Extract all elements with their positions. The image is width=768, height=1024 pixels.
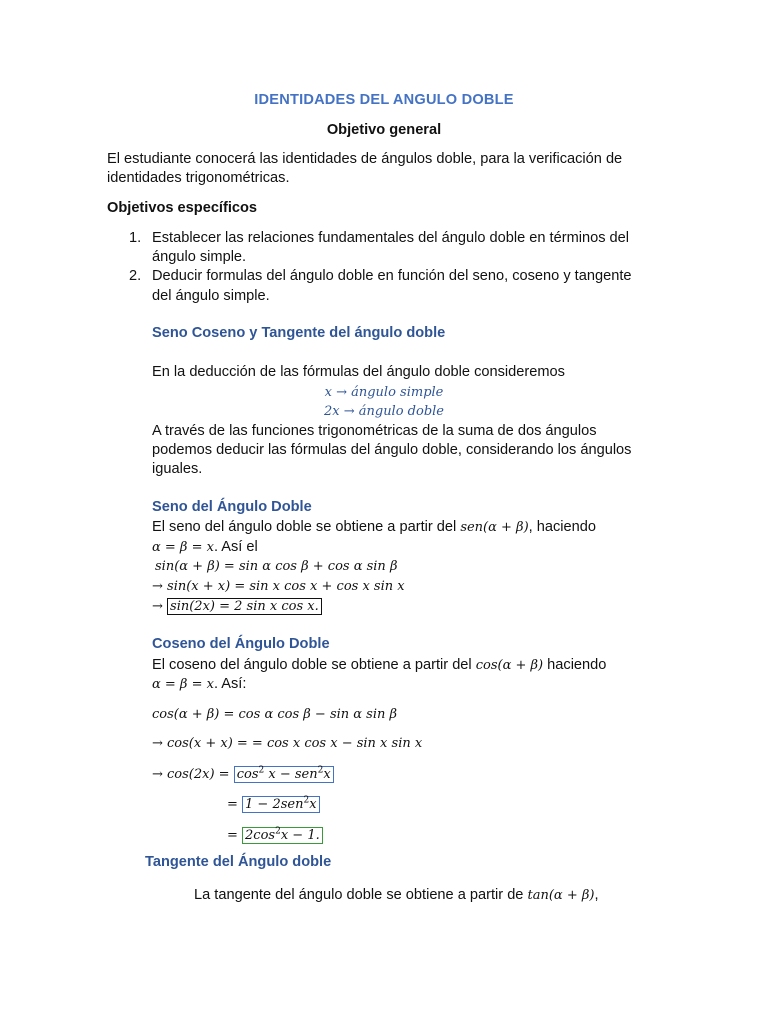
- seno-intro-line1: El seno del ángulo doble se obtiene a partir del sen(α + β), haciendo: [152, 519, 597, 535]
- list-item-text: ángulo simple.: [152, 249, 247, 265]
- paragraph-line: podemos deducir las fórmulas del ángulo doble, considerando los ángulos: [152, 442, 632, 458]
- section-heading-seno-coseno-tangente: Seno Coseno y Tangente del ángulo doble: [152, 325, 446, 341]
- coseno-equation-3: → $\cos(2x) = \cos^2 x - sen^2x$: [152, 765, 334, 784]
- page-title: IDENTIDADES DEL ANGULO DOBLE: [254, 92, 514, 108]
- seno-equation-2: → sin(x + x) = sin x cos x + cos x sin x: [152, 579, 405, 594]
- list-item-text: Deducir formulas del ángulo doble en función del seno, coseno y tangente: [152, 268, 632, 284]
- tangente-intro-line1: La tangente del ángulo doble se obtiene a partir de tan(α + β),: [194, 887, 599, 903]
- boxed-result-blue: 1 − 2sen$^2$x: [242, 796, 320, 813]
- specific-objectives-heading: Objetivos específicos: [107, 200, 258, 216]
- list-item-text: Establecer las relaciones fundamentales del ángulo doble en términos del: [152, 230, 630, 246]
- seno-equation-1: sin(α + β) = sin α cos β + cos α sin β: [155, 559, 398, 574]
- section-heading-seno: Seno del Ángulo Doble: [152, 499, 312, 515]
- list-item-text: del ángulo simple.: [152, 288, 270, 304]
- objective-heading: Objetivo general: [326, 122, 442, 138]
- seno-intro-line2: α = β = x. Así el: [152, 539, 258, 555]
- coseno-intro-line2: α = β = x. Así:: [152, 676, 247, 692]
- coseno-equation-4: = 1 − 2sen$^2$x: [227, 795, 320, 814]
- objective-text-line2: identidades trigonométricas.: [107, 170, 290, 186]
- objective-text-line1: El estudiante conocerá las identidades de ángulos doble, para la verificación de: [107, 151, 623, 167]
- coseno-equation-2: → cos(x + x) = = cos x cos x − sin x sin x: [152, 736, 423, 751]
- paragraph-line: A través de las funciones trigonométricas de la suma de dos ángulos: [152, 423, 597, 439]
- coseno-equation-1: cos(α + β) = cos α cos β − sin α sin β: [152, 707, 398, 722]
- section-heading-coseno: Coseno del Ángulo Doble: [152, 636, 330, 652]
- boxed-result-blue: $\cos^2 x - sen^2x$: [234, 766, 334, 783]
- math-angle-double: 2x → ángulo doble: [323, 404, 444, 419]
- coseno-equation-5: = $2\cos^2x - 1$.: [227, 826, 323, 845]
- list-item-number: 2.: [129, 268, 142, 284]
- boxed-result: sin(2x) = 2 sin x cos x.: [167, 598, 322, 615]
- boxed-result-green: $2\cos^2x - 1$.: [242, 827, 323, 844]
- math-angle-simple: x → ángulo simple: [324, 385, 444, 400]
- paragraph-line: iguales.: [152, 461, 203, 477]
- intro-text: En la deducción de las fórmulas del ángulo doble consideremos: [152, 364, 565, 380]
- seno-equation-3: → sin(2x) = 2 sin x cos x.: [152, 597, 322, 616]
- section-heading-tangente: Tangente del Ángulo doble: [145, 854, 332, 870]
- list-item-number: 1.: [129, 230, 142, 246]
- coseno-intro-line1: El coseno del ángulo doble se obtiene a partir del cos(α + β) haciendo: [152, 657, 607, 673]
